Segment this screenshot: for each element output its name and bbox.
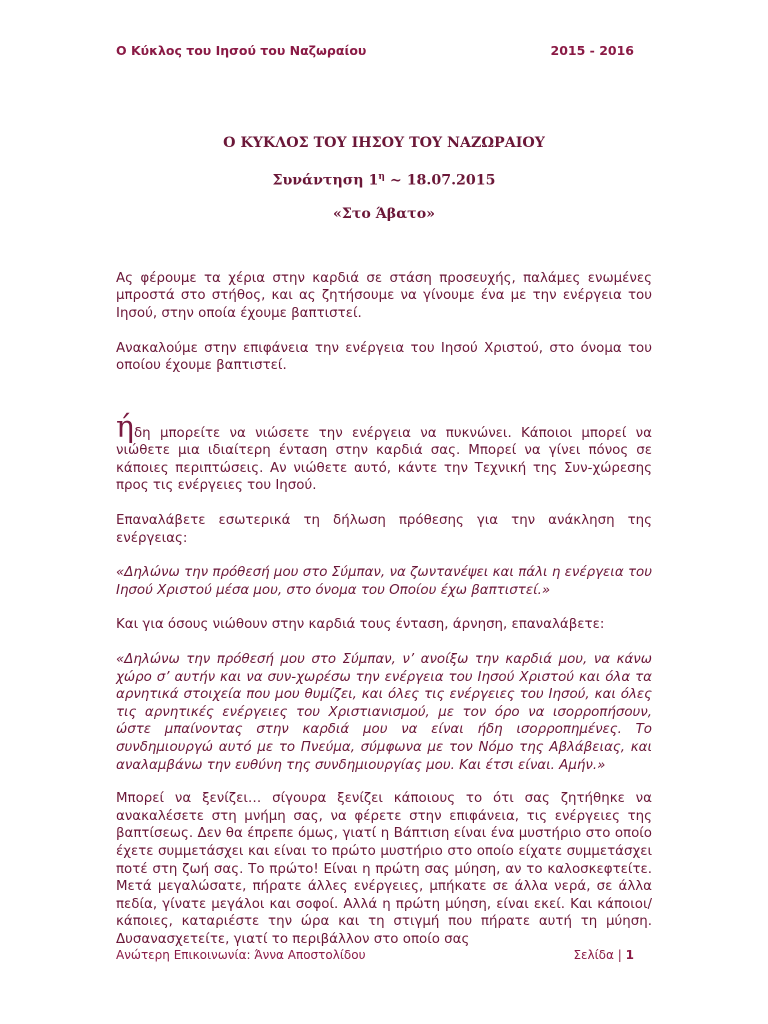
meeting-ordinal: η	[378, 172, 385, 182]
header-year: 2015 - 2016	[550, 43, 634, 58]
page-number: 1	[625, 948, 634, 962]
page-label: Σελίδα	[573, 948, 614, 962]
paragraph-3	[116, 409, 652, 495]
paragraph-6: Και για όσους νιώθουν στην καρδιά τους ένταση, άρνηση, επαναλάβετε:	[116, 617, 605, 633]
paragraph-1: Ας φέρουμε τα χέρια στην καρδιά σε στάση προσευχής, παλάμες ενωμένες μπροστά στο στήθος, και ας ζητήσουμε να γίνουμε ένα με την ενέργεια του Ιησού, στην οποία έχουμε βαπτιστεί.	[116, 270, 652, 321]
meeting-date: ~ 18.07.2015	[384, 172, 496, 189]
page-indicator	[573, 948, 634, 962]
document-body	[116, 133, 652, 949]
page-footer	[116, 948, 636, 966]
meeting-title	[116, 167, 652, 191]
footer-author: Ανώτερη Επικοινωνία: Άννα Αποστολίδου	[116, 948, 366, 962]
document-subtitle: «Στο Άβατο»	[332, 205, 436, 222]
meeting-prefix: Συνάντηση 1	[272, 172, 379, 189]
paragraph-4: Επαναλάβετε εσωτερικά τη δήλωση πρόθεσης για την ανάκληση της ενέργειας:	[116, 513, 652, 546]
paragraph-2: Ανακαλούμε στην επιφάνεια την ενέργεια του Ιησού Χριστού, στο όνομα του οποίου έχουμε βαπτιστεί.	[116, 340, 652, 374]
header-title: Ο Κύκλος του Ιησού του Ναζωραίου	[116, 43, 367, 58]
page-header	[116, 43, 636, 61]
paragraph-8: Μπορεί να ξενίζει… σίγουρα ξενίζει κάποιους το ότι σας ζητήθηκε να ανακαλέσετε στη μνήμη σας, να φέρετε στην επιφάνεια, τις ενέργειες της βαπτίσεως. Δεν θα έπρεπε όμως, γιατί η Βάπτιση είναι ένα μυστήριο στο οποίο έχετε συμμετάσχει και είναι το πρώτο μυστήριο στο οποίο είχατε συμμετάσχει ποτέ στη ζωή σας. Το πρώτο! Είναι η πρώτη σας μύηση, αν το καλοσκεφτείτε. Μετά μεγαλώσατε, πήρατε άλλες ενέργειες, μπήκατε σε άλλα νερά, σε άλλα πεδία, γίνατε μεγάλοι και σοφοί. Αλλά η πρώτη μύηση, είναι εκεί. Και κάποιοι/κάποιες, καταριέστε την ώρα και τη στιγμή που πήρατε αυτή τη μύηση. Δυσανασχετείτε, γιατί το περιβάλλον στο οποίο σας	[116, 791, 652, 947]
page-separator: |	[617, 948, 622, 962]
declaration-2: «Δηλώνω την πρόθεσή μου στο Σύμπαν, ν’ ανοίξω την καρδιά μου, να κάνω χώρο σ’ αυτήν και να συν-χωρέσω την ενέργεια του Ιησού Χριστού και όλα τα αρνητικά στοιχεία που μου θυμίζει, και όλες τις ενέργειες του Ιησού, και όλες τις αρνητικές ενέργειες του Χριστιανισμού, με τον όρο να ισορροπήσουν, ώστε μπαίνοντας στην καρδιά μου να είναι ήδη ισορροπημένες. Το συνδημιουργώ αυτό με το Πνεύμα, σύμφωνα με τον Νόμο της Αβλάβειας, και αναλαμβάνω την ευθύνη της συνδημιουργίας μου. Και έτσι είναι. Αμήν.»	[116, 652, 652, 773]
paragraph-3-text: δη μπορείτε να νιώσετε την ενέργεια να πυκνώνει. Κάποιοι μπορεί να νιώθετε μια ιδιαίτερη ένταση στην καρδιά σας. Μπορεί να γίνει πόνος σε κάποιες περιπτώσεις. Αν νιώθετε αυτό, κάντε την Τεχνική της Συν-χώρεσης προς τις ενέργειες του Ιησού.	[116, 425, 652, 494]
declaration-1: «Δηλώνω την πρόθεσή μου στο Σύμπαν, να ζωντανέψει και πάλι η ενέργεια του Ιησού Χριστού μέσα μου, στο όνομα του Οποίου έχω βαπτιστεί.»	[116, 565, 652, 598]
document-title: Ο ΚΥΚΛΟΣ ΤΟΥ ΙΗΣΟΥ ΤΟΥ ΝΑΖΩΡΑΙΟΥ	[223, 135, 545, 151]
drop-cap: ή	[116, 409, 134, 445]
